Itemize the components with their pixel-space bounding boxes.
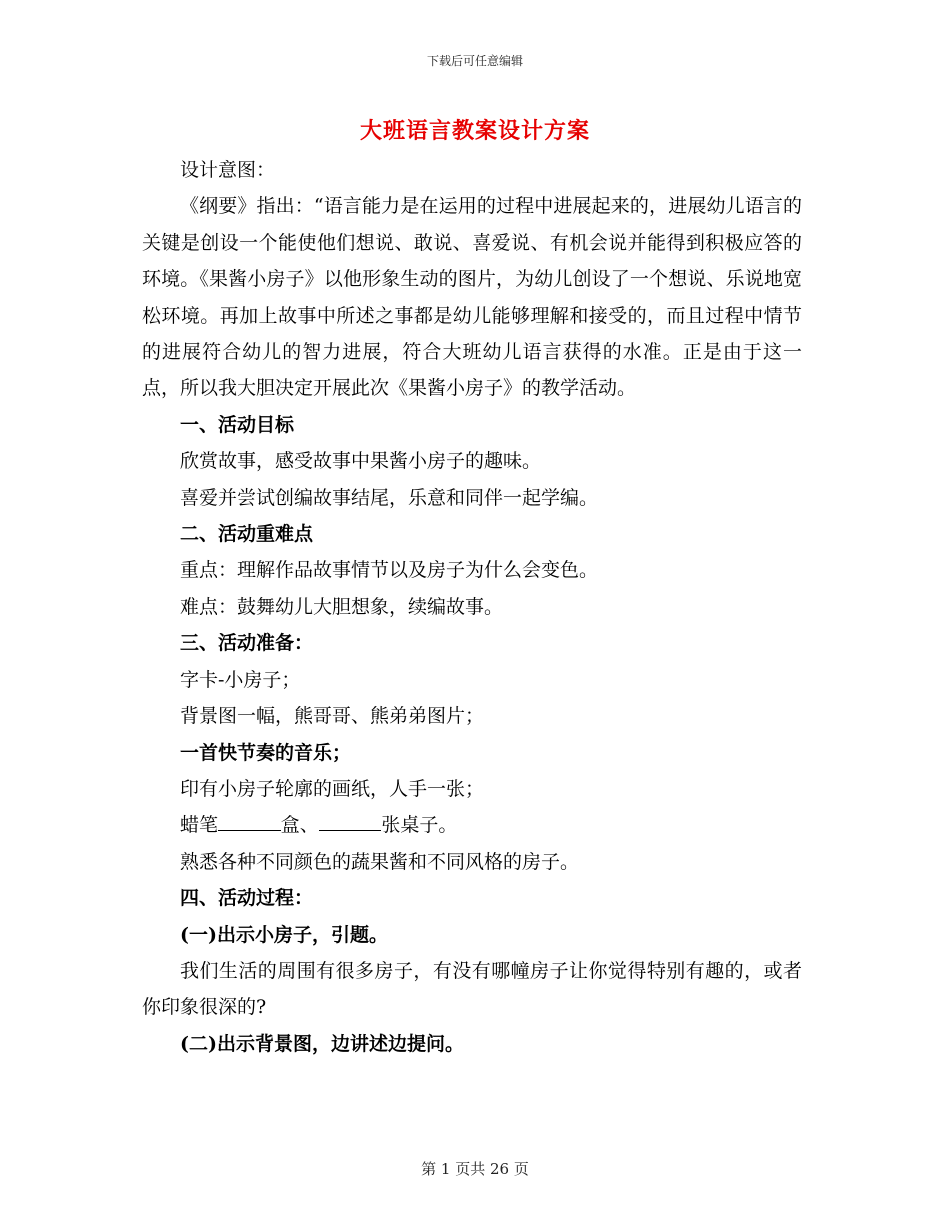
goal-item: 欣赏故事，感受故事中果酱小房子的趣味。 [180, 450, 542, 473]
box-label: 盒、 [280, 814, 319, 837]
page-footer: 第 1 页共 26 页 [421, 1160, 529, 1178]
preparation-item: 熟悉各种不同颜色的蔬果酱和不同风格的房子。 [180, 850, 580, 873]
intro-label: 设计意图： [180, 159, 276, 181]
key-point-item: 难点：鼓舞幼儿大胆想象，续编故事。 [180, 595, 504, 618]
preparation-item-bold: 一首快节奏的音乐； [180, 741, 352, 764]
document-title: 大班语言教案设计方案 [359, 118, 590, 144]
crayon-label: 蜡笔 [180, 814, 219, 837]
section-heading-process: 四、活动过程： [180, 887, 314, 910]
section-heading-preparation: 三、活动准备： [180, 632, 314, 655]
process-step-text: 我们生活的周围有很多房子，有没有哪幢房子让你觉得特别有趣的，或者你印象很深的? [142, 959, 802, 1019]
key-point-item: 重点：理解作品故事情节以及房子为什么会变色。 [180, 559, 599, 582]
process-step-heading: (二)出示背景图，边讲述边提问。 [180, 1032, 464, 1055]
section-heading-goals: 一、活动目标 [180, 413, 295, 436]
fill-blank [319, 811, 382, 831]
preparation-item-blanks [142, 807, 802, 843]
section-heading-key-points: 二、活动重难点 [180, 523, 314, 546]
document-body [142, 152, 802, 1062]
preparation-item: 印有小房子轮廓的画纸，人手一张； [180, 777, 485, 800]
intro-paragraph: 《纲要》指出：“语言能力是在运用的过程中进展起来的，进展幼儿语言的关键是创设一个能使他们想说、敢说、喜爱说、有机会说并能得到积极应答的环境。《果酱小房子》以他形象生动的图片，为幼儿创设了一个想说、乐说地宽松环境。再加上故事中所述之事都是幼儿能够理解和接受的，而且过程中情节的进展符合幼儿的智力进展，符合大班幼儿语言获得的水准。正是由于这一点，所以我大胆决定开展此次《果酱小房子》的教学活动。 [142, 195, 802, 400]
preparation-item: 背景图一幅，熊哥哥、熊弟弟图片； [180, 705, 485, 728]
goal-item: 喜爱并尝试创编故事结尾，乐意和同伴一起学编。 [180, 486, 599, 509]
fill-blank [218, 811, 281, 831]
process-step-heading: (一)出示小房子，引题。 [180, 923, 388, 946]
table-label: 张桌子。 [381, 814, 458, 837]
preparation-item: 字卡-小房子； [180, 668, 301, 691]
page-header: 下载后可任意编辑 [426, 54, 523, 68]
